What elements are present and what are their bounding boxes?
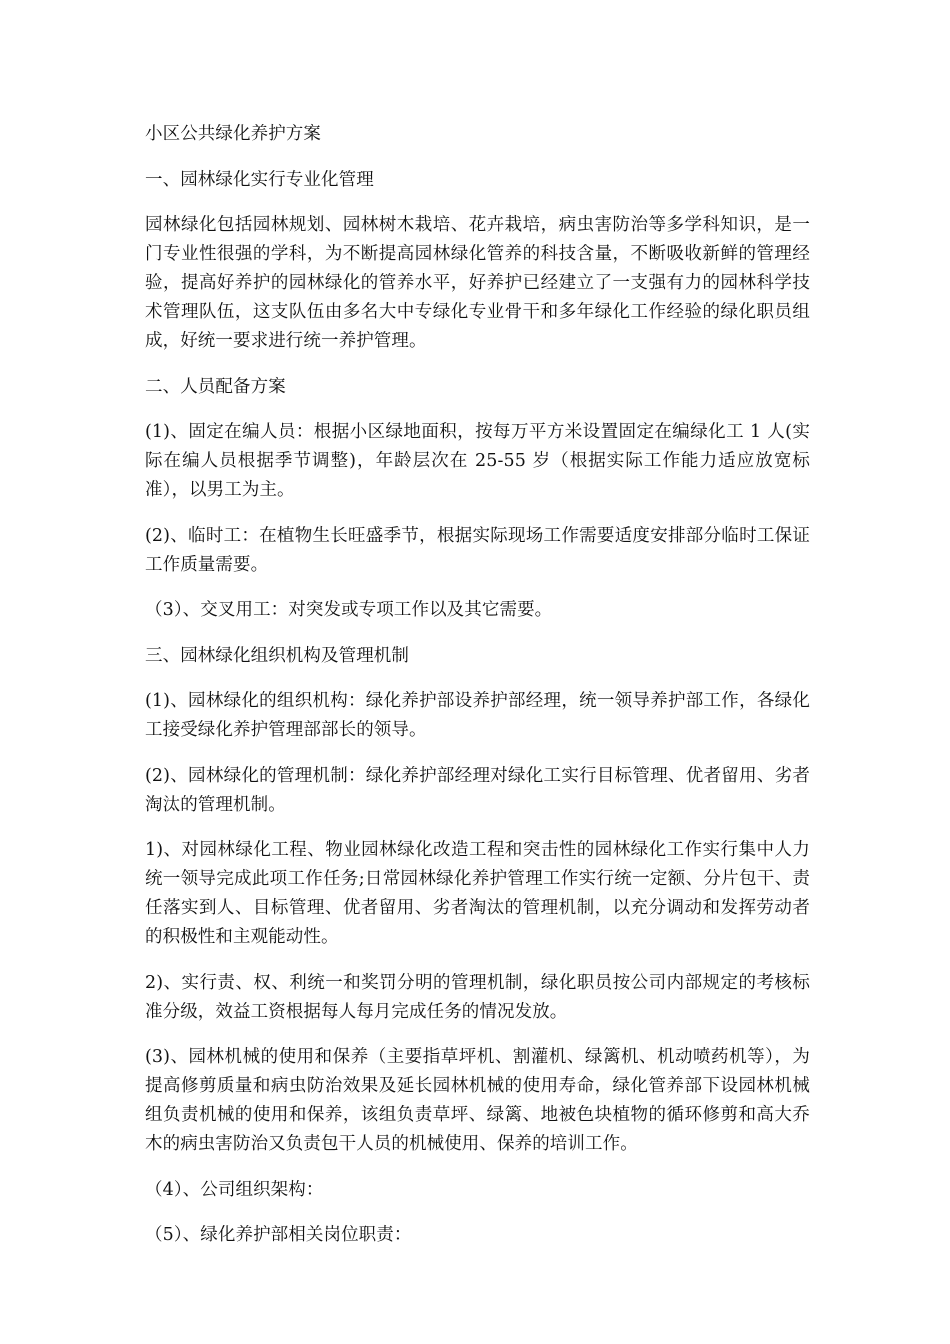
paragraph-management: (2)、园林绿化的管理机制：绿化养护部经理对绿化工实行目标管理、优者留用、劣者淘汰的管理机制。 — [145, 765, 810, 815]
paragraph-staff-fixed: (1)、固定在编人员：根据小区绿地面积，按每万平方米设置固定在编绿化工 1 人(实际在编人员根据季节调整)，年龄层次在 25-55 岁（根据实际工作能力适应放宽标准），以男工为主。 — [145, 422, 810, 500]
paragraph-job-duties: （5）、绿化养护部相关岗位职责： — [145, 1225, 412, 1245]
paragraph-organization: (1)、园林绿化的组织机构：绿化养护部设养护部经理，统一领导养护部工作，各绿化工接受绿化养护管理部部长的领导。 — [145, 691, 810, 740]
paragraph-intro: 园林绿化包括园林规划、园林树木栽培、花卉栽培，病虫害防治等多学科知识，是一门专业性很强的学科，为不断提高园林绿化管养的科技含量，不断吸收新鲜的管理经验，提高好养护的园林绿化的管养水平，好养护已经建立了一支强有力的园林科学技术管理队伍，这支队伍由多名大中专绿化专业骨干和多年绿化工作经验的绿化职员组成，好统一要求进行统一养护管理。 — [145, 215, 810, 351]
paragraph-staff-cross: （3）、交叉用工：对突发或专项工作以及其它需要。 — [145, 600, 553, 620]
document-body — [145, 120, 810, 1267]
paragraph-machinery: (3)、园林机械的使用和保养（主要指草坪机、割灌机、绿篱机、机动喷药机等），为提高修剪质量和病虫防治效果及延长园林机械的使用寿命，绿化管养部下设园林机械组负责机械的使用和保养，该组负责草坪、绿篱、地被色块植物的循环修剪和高大乔木的病虫害防治又负责包干人员的机械使用、保养的培训工作。 — [145, 1047, 810, 1154]
document-title: 小区公共绿化养护方案 — [145, 124, 321, 144]
section-heading-1: 一、园林绿化实行专业化管理 — [145, 169, 374, 190]
paragraph-org-structure: （4）、公司组织架构： — [145, 1179, 324, 1200]
paragraph-management-item-2: 2)、实行责、权、利统一和奖罚分明的管理机制，绿化职员按公司内部规定的考核标准分级，效益工资根据每人每月完成任务的情况发放。 — [145, 972, 810, 1022]
paragraph-staff-temporary: (2)、临时工：在植物生长旺盛季节，根据实际现场工作需要适度安排部分临时工保证工作质量需要。 — [145, 525, 810, 575]
paragraph-management-item-1: 1)、对园林绿化工程、物业园林绿化改造工程和突击性的园林绿化工作实行集中人力统一领导完成此项工作任务;日常园林绿化养护管理工作实行统一定额、分片包干、责任落实到人、目标管理、优者留用、劣者淘汰的管理机制，以充分调动和发挥劳动者的积极性和主观能动性。 — [145, 840, 810, 947]
section-heading-2: 二、人员配备方案 — [145, 376, 286, 397]
section-heading-3: 三、园林绿化组织机构及管理机制 — [145, 645, 409, 666]
